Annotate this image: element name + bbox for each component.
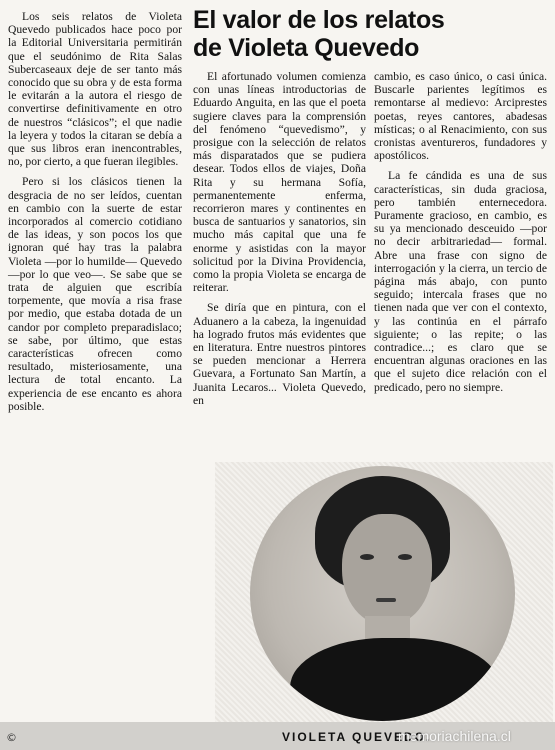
photo-caption: VIOLETA QUEVEDO.	[282, 730, 432, 744]
copyright-icon: ©	[6, 731, 17, 744]
left-paragraph-2: Pero si los clásicos tienen la desgracia de no ser leídos, cuentan en cambio con la suerte de estar incorporados al comercio cotidiano de las ideas, y son pocos los que ignoran qué hay tras la palabra Violeta —por lo humilde— Quevedo —por lo que veo—. Se sabe que se trata de alguien que escribía torpemente, que movía a risa frase por medio, que estaba dotada de un candor por completo preparadislaco; se sabe, por último, que estas características ofrecen como resultado, misteriosamente, una lectura de total encanto. La experiencia de ese encanto es ahora posible.	[8, 175, 182, 413]
right-paragraph-1: cambio, es caso único, o casi única. Buscarle parientes legítimos es remontarse al medievo: Arciprestes poetas, reyes cantores, abadesas místicas; o al Renacimiento, con sus cronistas aventureros, fundadores y apostólicos.	[374, 70, 547, 163]
headline-line-1: El valor de los relatos	[193, 6, 445, 34]
watermark-link[interactable]: memoriachilena.cl	[398, 728, 511, 744]
headline-line-2: de Violeta Quevedo	[193, 34, 420, 62]
middle-column	[193, 70, 366, 414]
portrait-photo	[215, 462, 553, 724]
portrait-oval-frame	[250, 466, 515, 721]
portrait-mouth	[376, 598, 396, 602]
right-column	[374, 70, 547, 401]
portrait-dress	[290, 638, 500, 721]
middle-paragraph-2: Se diría que en pintura, con el Aduanero a la cabeza, la ingenuidad ha logrado frutos más evidentes que en literatura. Entre nuestros pintores se pueden mencionar a Herrera Guevara, a Fortunato San Martín, a Juanita Lecaros... Violeta Quevedo, en	[193, 301, 366, 407]
portrait-left-eye	[360, 554, 374, 560]
left-column	[8, 10, 182, 420]
left-paragraph-1: Los seis relatos de Violeta Quevedo publicados hace poco por la Editorial Universitaria permitirán que el seudónimo de Rita Salas Subercaseaux deje de ser tanto más conocido que su obra y de esta forma le evitarán a la autora el riesgo de convertirse definitivamente en otro de nuestros “clásicos”; el que nadie la leyera y todos la citaran se debía a que sus libros eran inencontrables, no, por cierto, a que fueran ilegibles.	[8, 10, 182, 169]
right-paragraph-2: La fe cándida es una de sus características, sin duda graciosa, pero también enternecedora. Puramente gracioso, en cambio, es su ya mencionado desceuido —por no decir arbitrariedad— formal. Abre una frase con signo de interrogación y la cierra, un tercio de página más abajo, con punto seguido; intercala frases que no tienen nada que ver con el contexto, y las continúa en el párrafo siguiente; o las repite; o las contradice...; es claro que se encuentran algunas oraciones en las que el sujeto dice relación con el predicado, pero no siempre.	[374, 169, 547, 394]
middle-paragraph-1: El afortunado volumen comienza con unas líneas introductorias de Eduardo Anguita, en las que el poeta sugiere claves para la comprensión del fenómeno “quevedismo”, y prosigue con la selección de relatos más disparatados que se pudiera desear. Todos ellos de viajes, Doña Rita y su hermana Sofía, permanentemente enferma, recorrieron mares y continentes en busca de santuarios y sanatorios, sin mucho más capital que una fe enorme y asistidas con la mayor solicitud por la Divina Providencia, como la propia Violeta se encarga de reiterar.	[193, 70, 366, 295]
portrait-face	[342, 514, 432, 626]
article-headline	[193, 6, 548, 62]
portrait-right-eye	[398, 554, 412, 560]
